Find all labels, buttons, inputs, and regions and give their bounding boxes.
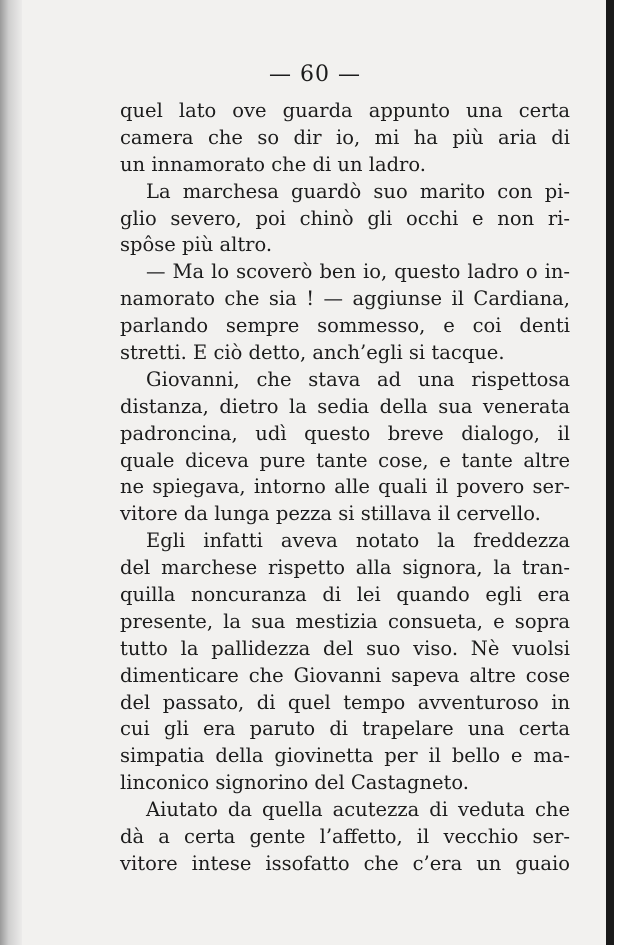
text-line: linconico signorino del Castagneto.	[120, 771, 469, 795]
text-line: stretti. E ciò detto, anch’egli si tacque.	[120, 341, 505, 365]
text-line: tutto la pallidezza del suo viso. Nè vuolsi	[120, 636, 570, 660]
text-line: dà a certa gente l’affetto, il vecchio ser-	[120, 825, 570, 849]
text-line: presente, la sua mestizia consueta, e sopra	[120, 609, 570, 633]
text-line: distanza, dietro la sedia della sua venerata	[120, 394, 570, 418]
text-line: un innamorato che di un ladro.	[120, 152, 426, 176]
page-number: — 60 —	[269, 62, 361, 87]
text-line: del marchese rispetto alla signora, la tran-	[120, 556, 570, 580]
page-edge	[606, 0, 614, 945]
text-line: La marchesa guardò suo marito con pi-	[146, 179, 570, 203]
text-line: padroncina, udì questo breve dialogo, il	[120, 421, 570, 445]
text-line: Egli infatti aveva notato la freddezza	[146, 529, 570, 553]
scan-margin	[614, 0, 630, 945]
text-line: vitore da lunga pezza si stillava il cervello.	[120, 502, 541, 526]
text-line: cui gli era paruto di trapelare una certa	[120, 717, 570, 741]
text-line: — Ma lo scoverò ben io, questo ladro o in-	[146, 260, 570, 284]
text-line: parlando sempre sommesso, e coi denti	[120, 314, 570, 338]
text-line: simpatia della giovinetta per il bello e ma-	[120, 744, 570, 768]
page-gutter-shadow	[0, 0, 22, 945]
text-line: spôse più altro.	[120, 233, 273, 257]
text-line: glio severo, poi chinò gli occhi e non ri-	[120, 206, 570, 230]
text-line: quale diceva pure tante cose, e tante altre	[120, 448, 570, 472]
text-line: dimenticare che Giovanni sapeva altre cose	[120, 663, 570, 687]
text-line: ne spiegava, intorno alle quali il povero ser-	[120, 475, 570, 499]
text-line: quilla noncuranza di lei quando egli era	[120, 583, 570, 607]
text-line: Aiutato da quella acutezza di veduta che	[146, 798, 570, 822]
text-line: camera che so dir io, mi ha più aria di	[120, 125, 570, 149]
text-line: namorato che sia ! — aggiunse il Cardiana,	[120, 287, 570, 311]
text-line: del passato, di quel tempo avventuroso in	[120, 690, 570, 714]
text-line: quel lato ove guarda appunto una certa	[120, 99, 570, 122]
text-line: Giovanni, che stava ad una rispettosa	[146, 367, 570, 391]
text-line: vitore intese issofatto che c’era un guaio	[120, 851, 570, 875]
body-text	[120, 98, 570, 878]
